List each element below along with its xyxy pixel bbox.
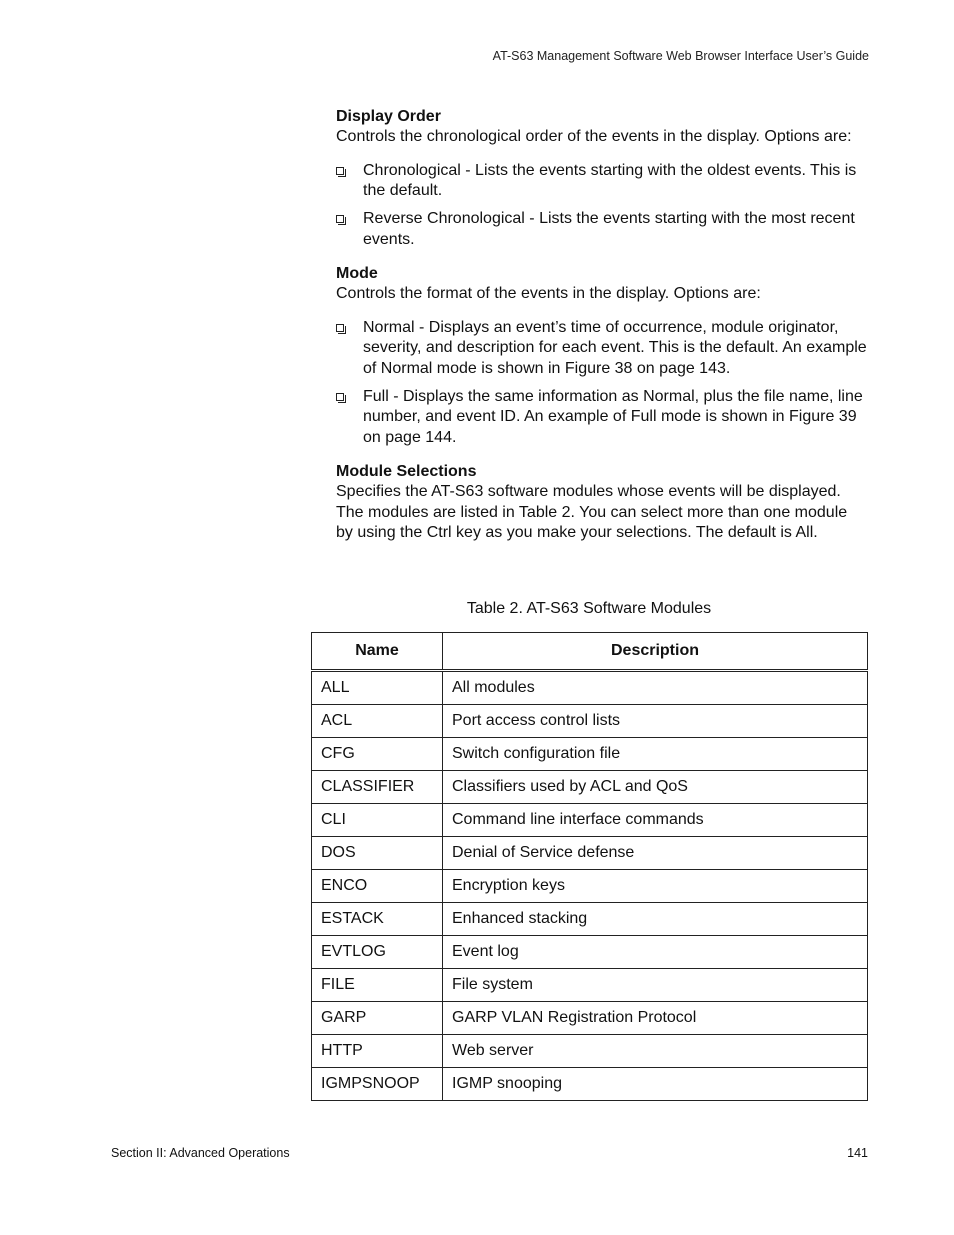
table-caption: Table 2. AT-S63 Software Modules: [466, 600, 712, 617]
checkbox-bullet-icon: [336, 324, 344, 332]
module-description: Enhanced stacking: [443, 903, 868, 936]
module-description: Classifiers used by ACL and QoS: [443, 771, 868, 804]
column-header-description: Description: [443, 633, 868, 671]
table-row: [312, 771, 868, 804]
page-header: AT-S63 Management Software Web Browser Interface User’s Guide: [492, 49, 869, 63]
module-description: IGMP snooping: [443, 1068, 868, 1101]
bullet-list: [336, 161, 868, 251]
list-item: [336, 318, 868, 380]
list-item-text: Reverse Chronological - Lists the events starting with the most recent events.: [363, 210, 855, 248]
module-name: CLI: [312, 804, 443, 837]
table-row: [312, 705, 868, 738]
table-row: [312, 969, 868, 1002]
module-description: Command line interface commands: [443, 804, 868, 837]
section-display-order: [336, 107, 868, 250]
module-name: IGMPSNOOP: [312, 1068, 443, 1101]
module-name: ACL: [312, 705, 443, 738]
footer-section: Section II: Advanced Operations: [111, 1146, 290, 1160]
table-row: [312, 903, 868, 936]
module-name: ESTACK: [312, 903, 443, 936]
table-row: [312, 671, 868, 705]
section-intro: Controls the chronological order of the events in the display. Options are:: [336, 128, 852, 145]
module-description: Port access control lists: [443, 705, 868, 738]
module-name: DOS: [312, 837, 443, 870]
page-number: 141: [847, 1146, 868, 1160]
table-row: [312, 738, 868, 771]
table-row: [312, 870, 868, 903]
module-name: GARP: [312, 1002, 443, 1035]
module-name: CFG: [312, 738, 443, 771]
module-description: Web server: [443, 1035, 868, 1068]
list-item-text: Chronological - Lists the events starting with the oldest events. This is the default.: [363, 161, 857, 199]
section-intro: Specifies the AT-S63 software modules whose events will be displayed. The modules are listed in Table 2. You can select more than one module by using the Ctrl key as you make your selections. The default is All.: [336, 483, 848, 541]
column-header-name: Name: [312, 633, 443, 671]
section-title: Mode: [336, 265, 378, 282]
table-row: [312, 804, 868, 837]
section-intro: Controls the format of the events in the display. Options are:: [336, 285, 761, 302]
module-description: GARP VLAN Registration Protocol: [443, 1002, 868, 1035]
list-item: [336, 161, 868, 202]
module-description: Denial of Service defense: [443, 837, 868, 870]
table-row: [312, 1068, 868, 1101]
section-title: Module Selections: [336, 463, 477, 480]
module-name: HTTP: [312, 1035, 443, 1068]
main-content: [336, 107, 868, 544]
table-row: [312, 936, 868, 969]
module-description: Switch configuration file: [443, 738, 868, 771]
module-name: FILE: [312, 969, 443, 1002]
module-name: CLASSIFIER: [312, 771, 443, 804]
module-description: File system: [443, 969, 868, 1002]
table-row: [312, 1002, 868, 1035]
table-row: [312, 837, 868, 870]
list-item: [336, 387, 868, 449]
list-item: [336, 209, 868, 250]
modules-table: [311, 632, 868, 1101]
section-title: Display Order: [336, 108, 441, 125]
table-header-row: [312, 633, 868, 671]
module-description: Event log: [443, 936, 868, 969]
module-description: Encryption keys: [443, 870, 868, 903]
module-description: All modules: [443, 671, 868, 705]
checkbox-bullet-icon: [336, 215, 344, 223]
module-name: EVTLOG: [312, 936, 443, 969]
table-row: [312, 1035, 868, 1068]
checkbox-bullet-icon: [336, 393, 344, 401]
list-item-text: Full - Displays the same information as Normal, plus the file name, line number, and event ID. An example of Full mode is shown in Figure 39 on page 144.: [363, 387, 863, 446]
module-name: ALL: [312, 671, 443, 705]
section-mode: [336, 264, 868, 448]
checkbox-bullet-icon: [336, 167, 344, 175]
bullet-list: [336, 318, 868, 449]
section-module-selections: [336, 462, 868, 544]
list-item-text: Normal - Displays an event’s time of occurrence, module originator, severity, and description for each event. This is the default. An example of Normal mode is shown in Figure 38 on page 143.: [363, 318, 867, 377]
module-name: ENCO: [312, 870, 443, 903]
